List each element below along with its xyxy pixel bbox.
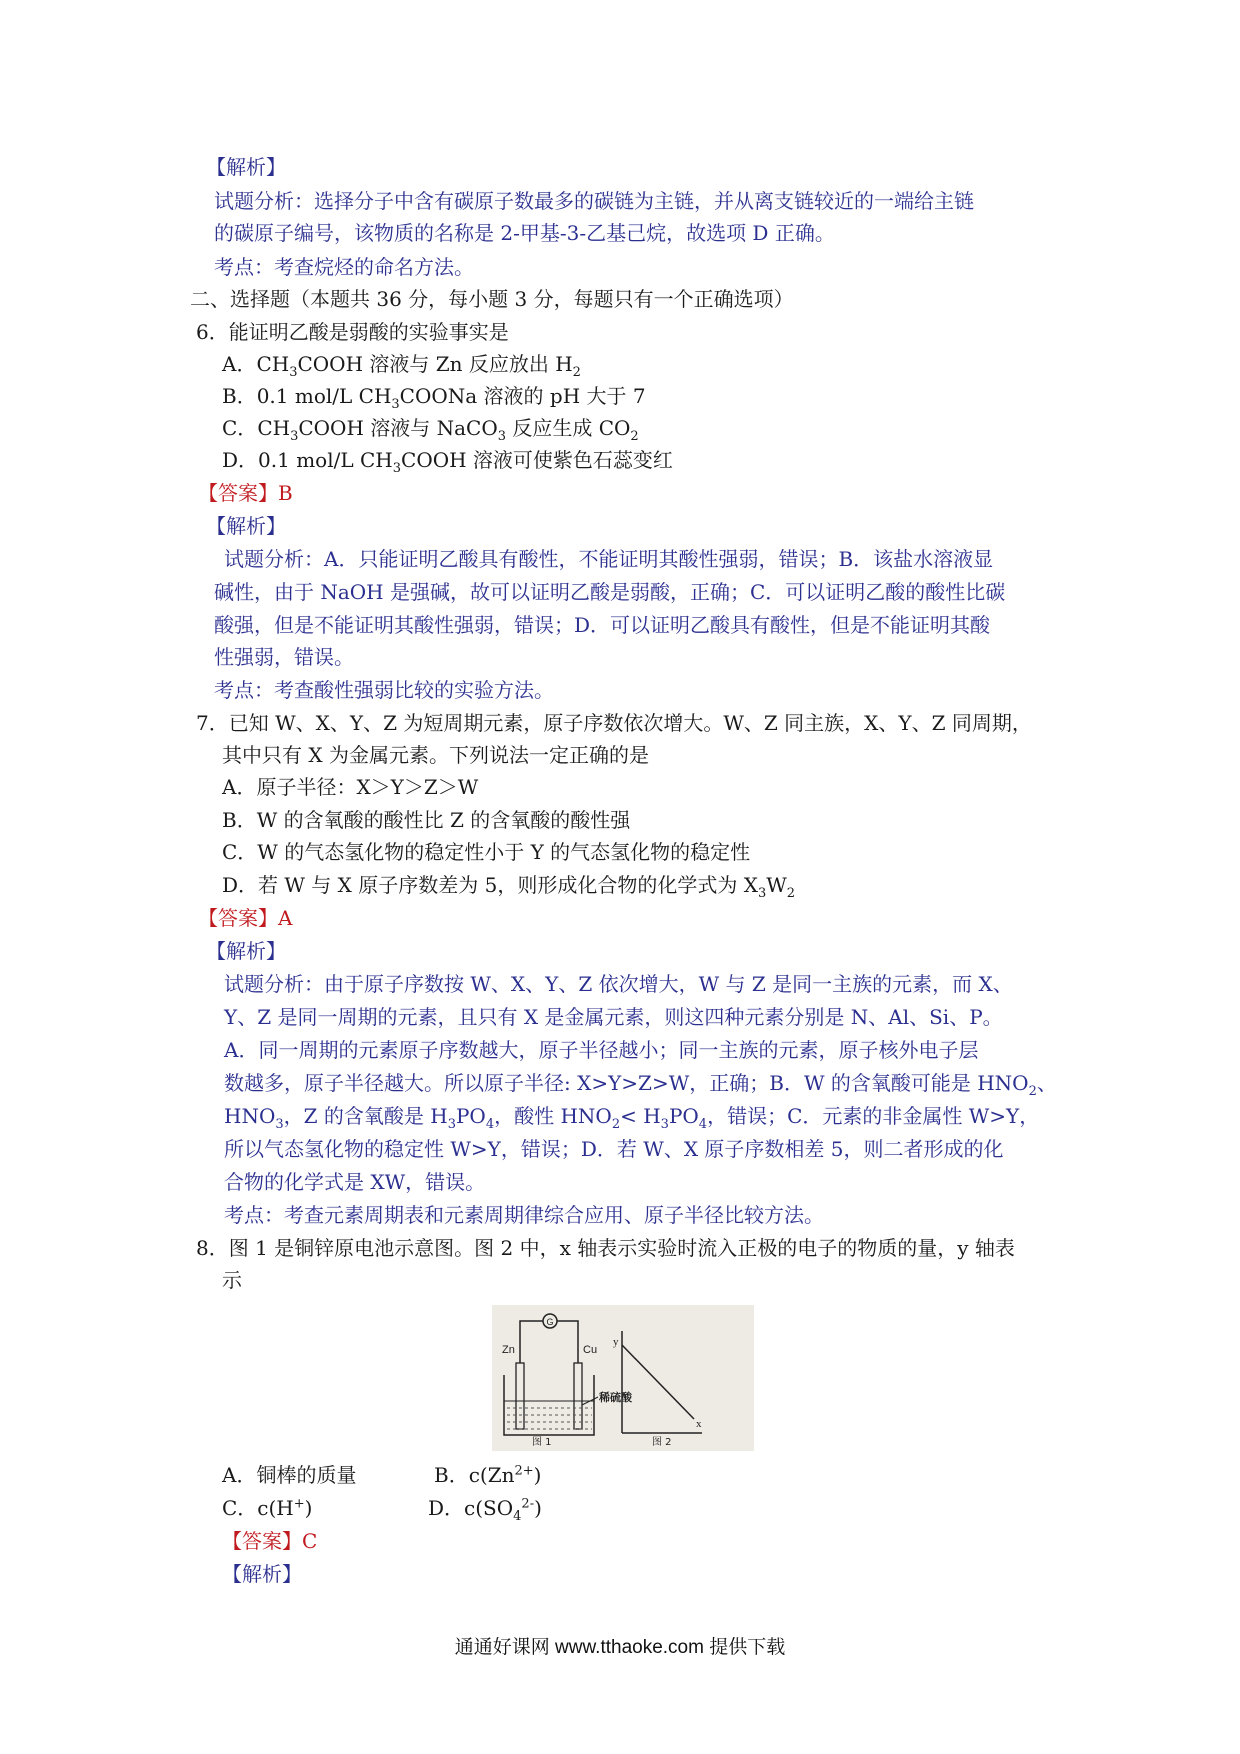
jiexi-label: 【解析】 (206, 514, 286, 538)
svg-text:y: y (613, 1336, 619, 1348)
svg-text:Zn: Zn (502, 1344, 515, 1356)
analysis-line: 酸强，但是不能证明其酸性强弱，错误；D．可以证明乙酸具有酸性，但是不能证明其酸 (214, 613, 991, 637)
page-footer: 通通好课网 www.tthaoke.com 提供下载 (454, 1637, 786, 1658)
analysis-line: 数越多，原子半径越大。所以原子半径: X>Y>Z>W，正确；B．W 的含氧酸可能是 $HNO_2$、 (224, 1071, 1057, 1099)
analysis-line: A．同一周期的元素原子序数越大，原子半径越小；同一主族的元素，原子核外电子层 (224, 1038, 979, 1062)
kaodian-line: 考点：考查元素周期表和元素周期律综合应用、原子半径比较方法。 (224, 1203, 824, 1227)
option-b: B．0.1 mol/L $CH_3COONa$ 溶液的 pH 大于 7 (222, 384, 646, 412)
analysis-line: 试题分析：由于原子序数按 W、X、Y、Z 依次增大，W 与 Z 是同一主族的元素，而 X、 (224, 972, 1013, 996)
option-c: C．c(H+) (222, 1496, 313, 1520)
jiexi-label: 【解析】 (222, 1562, 302, 1586)
option-a: A．原子半径：X＞Y＞Z＞W (222, 775, 479, 799)
figure-drawing (492, 1305, 754, 1451)
analysis-line: 合物的化学式是 XW，错误。 (224, 1170, 486, 1194)
svg-text:G: G (546, 1317, 554, 1327)
analysis-line: 性强弱，错误。 (214, 645, 354, 669)
option-d: D．0.1 mol/L $CH_3COOH$ 溶液可使紫色石蕊变红 (222, 448, 673, 476)
question-stem: 示 (222, 1268, 242, 1292)
galvanic-cell-figure (492, 1305, 754, 1451)
jiexi-label: 【解析】 (206, 939, 286, 963)
question-stem: 6．能证明乙酸是弱酸的实验事实是 (196, 320, 509, 344)
svg-text:图 1: 图 1 (532, 1437, 552, 1448)
option-a: A．铜棒的质量 (222, 1463, 357, 1487)
option-c: C．$CH_3COOH$ 溶液与 NaCO$_3$ 反应生成 $CO_2$ (222, 416, 639, 444)
option-a: A．$CH_3COOH$ 溶液与 Zn 反应放出 $H_2$ (222, 352, 581, 380)
option-c: C．W 的气态氢化物的稳定性小于 Y 的气态氢化物的稳定性 (222, 840, 751, 864)
analysis-line: $HNO_3$，Z 的含氧酸是 $H_3PO_4$，酸性 $HNO_2< H_3PO_4$，错误；C．元素的非金属性 W>Y， (224, 1104, 1040, 1132)
question-stem: 其中只有 X 为金属元素。下列说法一定正确的是 (222, 743, 649, 767)
option-b: B．W 的含氧酸的酸性比 Z 的含氧酸的酸性强 (222, 808, 631, 832)
analysis-line: Y、Z 是同一周期的元素，且只有 X 是金属元素，则这四种元素分别是 N、Al、Si、P。 (224, 1005, 1003, 1029)
analysis-line: 的碳原子编号，该物质的名称是 2-甲基-3-乙基己烷，故选项 D 正确。 (214, 221, 835, 245)
kaodian-line: 考点：考查酸性强弱比较的实验方法。 (214, 678, 554, 702)
option-b: B．$c(Zn^{2+})$ (434, 1463, 542, 1487)
option-d: D．$c(SO_4^{2-})$ (428, 1496, 542, 1524)
option-d: D．若 W 与 X 原子序数差为 5，则形成化合物的化学式为 $X_3W_2$ (222, 873, 796, 901)
analysis-line: 碱性，由于 NaOH 是强碱，故可以证明乙酸是弱酸，正确；C．可以证明乙酸的酸性比碳 (214, 580, 1006, 604)
svg-text:Cu: Cu (583, 1344, 598, 1356)
question-stem: 7．已知 W、X、Y、Z 为短周期元素，原子序数依次增大。W、Z 同主族，X、Y、Z 同周期， (196, 711, 1032, 735)
jiexi-label: 【解析】 (206, 155, 286, 179)
kaodian-line: 考点：考查烷烃的命名方法。 (214, 255, 474, 279)
analysis-line: 试题分析：A．只能证明乙酸具有酸性，不能证明其酸性强弱，错误；B．该盐水溶液显 (224, 547, 994, 571)
section-title: 二、选择题（本题共 36 分，每小题 3 分，每题只有一个正确选项） (190, 287, 794, 311)
answer-line: 【答案】C (222, 1529, 318, 1553)
svg-text:稀硫酸: 稀硫酸 (599, 1391, 632, 1404)
answer-line: 【答案】A (198, 906, 293, 930)
answer-line: 【答案】B (198, 481, 293, 505)
svg-text:x: x (696, 1418, 702, 1430)
question-stem: 8．图 1 是铜锌原电池示意图。图 2 中，x 轴表示实验时流入正极的电子的物质的量，y 轴表 (196, 1236, 1015, 1260)
analysis-line: 试题分析：选择分子中含有碳原子数最多的碳链为主链，并从离支链较近的一端给主链 (214, 189, 974, 213)
svg-text:图 2: 图 2 (652, 1437, 672, 1448)
analysis-line: 所以气态氢化物的稳定性 W>Y，错误；D．若 W、X 原子序数相差 5，则二者形成的化 (224, 1137, 1004, 1161)
